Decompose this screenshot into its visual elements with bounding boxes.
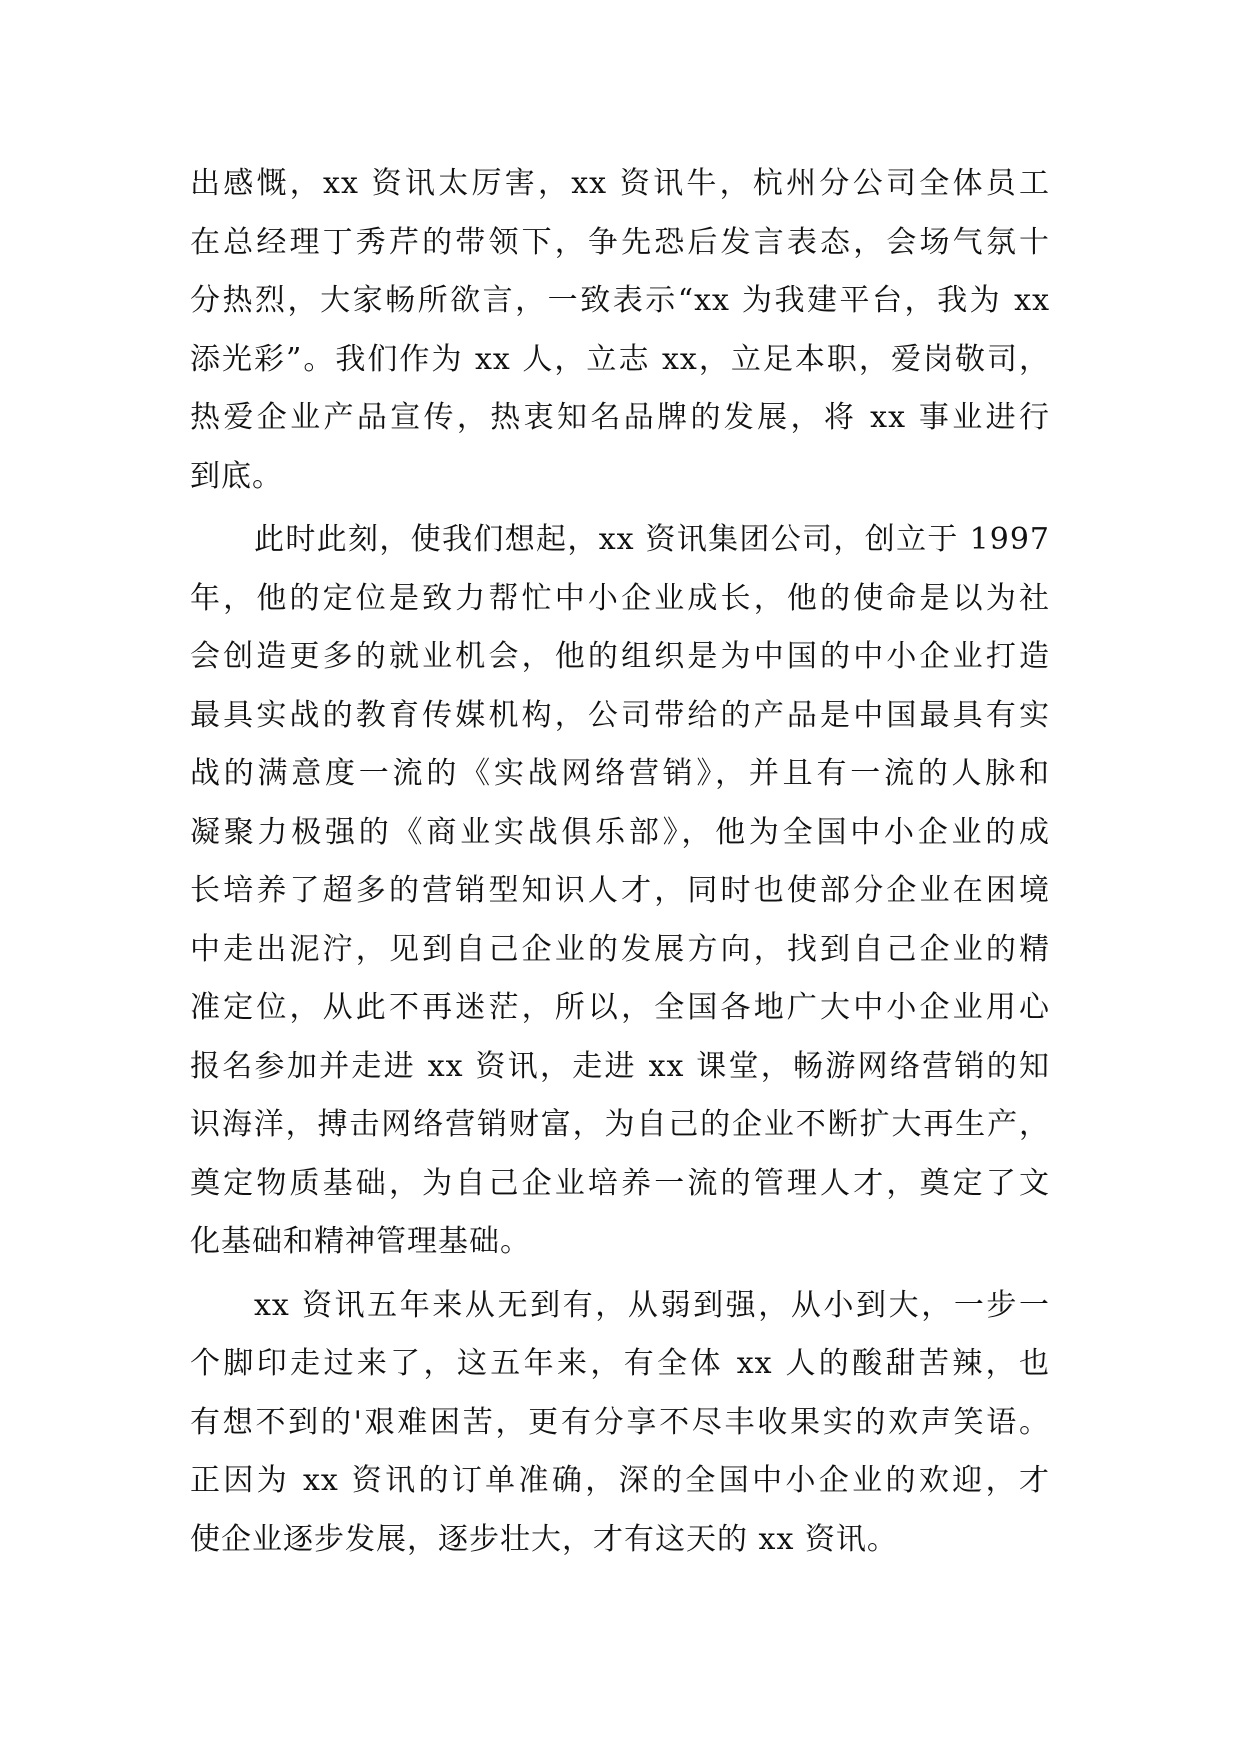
document-body	[190, 155, 1050, 1569]
paragraph-2	[190, 511, 1050, 1272]
text-line: 中走出泥泞，见到自己企业的发展方向，找到自己企业的精	[190, 931, 1050, 967]
text-line: 凝聚力极强的《商业实战俱乐部》，他为全国中小企业的成	[190, 814, 1050, 850]
text-line: 此时此刻，使我们想起，xx 资讯集团公司，创立于 1997	[254, 522, 1050, 557]
text-line: 报名参加并走进 xx 资讯，走进 xx 课堂，畅游网络营销的知	[190, 1048, 1050, 1084]
text-line: 化基础和精神管理基础。	[190, 1224, 531, 1259]
text-line: 分热烈，大家畅所欲言，一致表示“xx 为我建平台，我为 xx	[190, 283, 1050, 318]
text-line: 热爱企业产品宣传，热衷知名品牌的发展，将 xx 事业进行	[190, 400, 1050, 435]
text-line: 出感慨，xx 资讯太厉害，xx 资讯牛，杭州分公司全体员工	[190, 166, 1050, 201]
text-line: 添光彩”。我们作为 xx 人，立志 xx，立足本职，爱岗敬司，	[190, 341, 1050, 377]
text-line: 最具实战的教育传媒机构，公司带给的产品是中国最具有实	[190, 697, 1050, 733]
text-line: 准定位，从此不再迷茫，所以，全国各地广大中小企业用心	[190, 990, 1050, 1025]
text-line: 识海洋，搏击网络营销财富，为自己的企业不断扩大再生产，	[190, 1107, 1050, 1142]
text-line: 长培养了超多的营销型知识人才，同时也使部分企业在困境	[190, 873, 1050, 908]
text-line: 战的满意度一流的《实战网络营销》，并且有一流的人脉和	[190, 756, 1050, 791]
text-line: 年，他的定位是致力帮忙中小企业成长，他的使命是以为社	[190, 580, 1050, 616]
text-line: 个脚印走过来了，这五年来，有全体 xx 人的酸甜苦辣，也	[190, 1346, 1050, 1381]
text-line: 到底。	[190, 458, 283, 494]
text-line: 奠定物质基础，为自己企业培养一流的管理人才，奠定了文	[190, 1165, 1050, 1201]
text-line: 正因为 xx 资讯的订单准确，深的全国中小企业的欢迎，才	[190, 1463, 1050, 1498]
paragraph-3	[190, 1277, 1050, 1570]
text-line: xx 资讯五年来从无到有，从弱到强，从小到大，一步一	[254, 1287, 1050, 1323]
paragraph-1	[190, 155, 1050, 506]
text-line: 在总经理丁秀芹的带领下，争先恐后发言表态，会场气氛十	[190, 224, 1050, 260]
text-line: 会创造更多的就业机会，他的组织是为中国的中小企业打造	[190, 639, 1050, 674]
text-line: 有想不到的'艰难困苦，更有分享不尽丰收果实的欢声笑语。	[190, 1404, 1050, 1440]
text-line: 使企业逐步发展，逐步壮大，才有这天的 xx 资讯。	[190, 1521, 898, 1557]
